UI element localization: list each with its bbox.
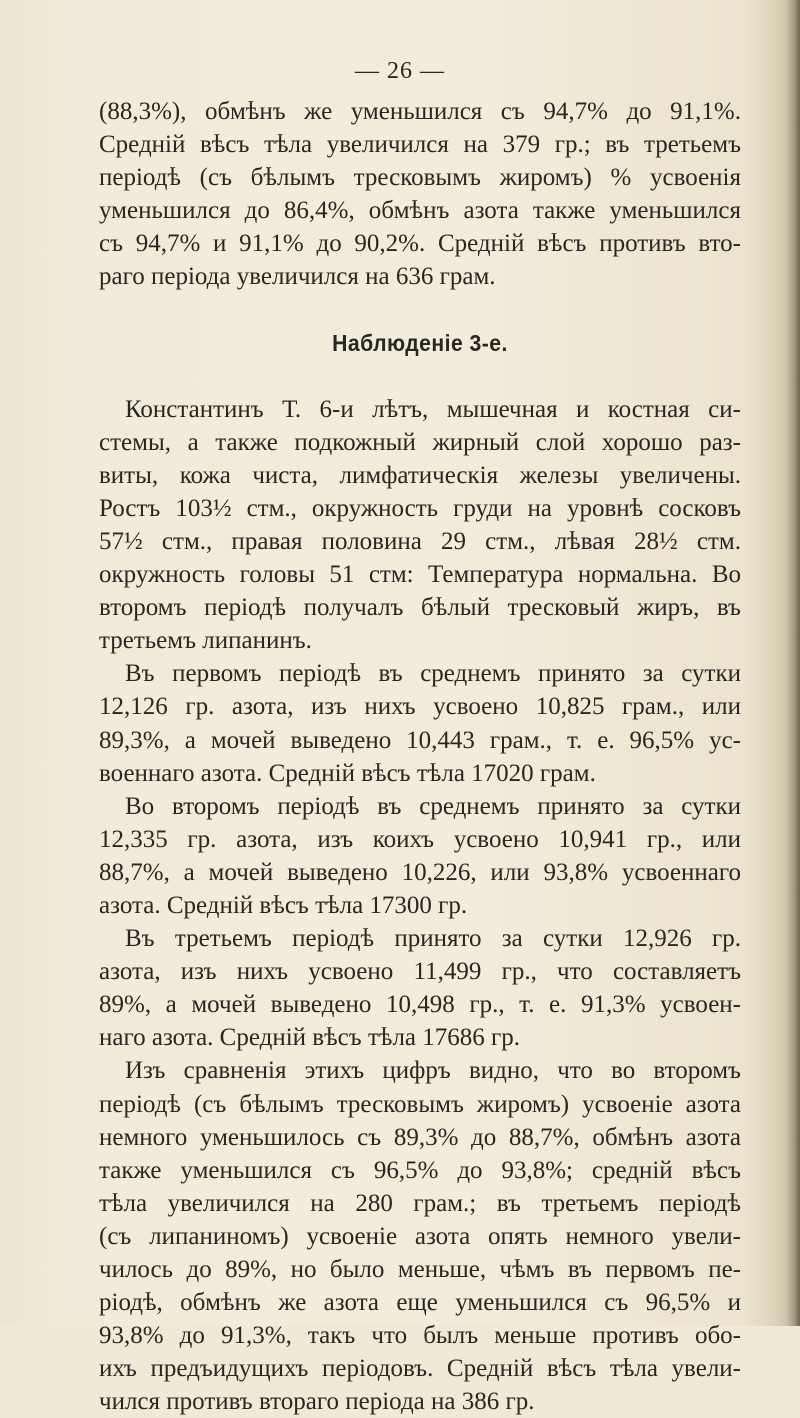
page-number: — 26 — <box>355 58 445 84</box>
text-line: 88,7%, а мочей выведено 10,226, или 93,8% усвоеннаго <box>99 858 741 886</box>
text-line: періодѣ (съ бѣлымъ тресковымъ жиромъ) % усвоенія <box>99 164 741 192</box>
text-line: съ 94,7% и 91,1% до 90,2%. Средній вѣсъ противъ вто- <box>99 230 741 258</box>
text-line: 12,335 гр. азота, изъ коихъ усвоено 10,941 гр., или <box>99 825 741 853</box>
text-line: третьемъ липанинъ. <box>99 627 312 655</box>
page-body <box>99 95 741 1418</box>
text-line: (съ липаниномъ) усвоеніе азота опять немного увели- <box>99 1222 741 1250</box>
paragraph-third-period <box>99 922 741 1054</box>
text-line: окружность головы 51 стм: Температура нормальна. Во <box>99 561 741 589</box>
text-line: ріодѣ, обмѣнъ же азота еще уменьшился съ 96,5% и <box>99 1289 741 1317</box>
text-line: уменьшился до 86,4%, обмѣнъ азота также уменьшился <box>99 197 741 225</box>
page-binding-shadow <box>786 0 800 1326</box>
text-line: тѣла увеличился на 280 грам.; въ третьемъ періодѣ <box>99 1189 741 1217</box>
text-line: 12,126 гр. азота, изъ нихъ усвоено 10,825 грам., или <box>99 693 741 721</box>
text-line: Въ третьемъ періодѣ принято за сутки 12,926 гр. <box>125 925 741 953</box>
paragraph-first-period <box>99 657 741 789</box>
text-line: Константинъ Т. 6-и лѣтъ, мышечная и костная си- <box>125 395 741 423</box>
text-line: наго азота. Средній вѣсъ тѣла 17686 гр. <box>99 1024 521 1052</box>
text-line: (88,3%), обмѣнъ же уменьшился съ 94,7% до 91,1%. <box>99 98 741 125</box>
text-line: ихъ предъидущихъ періодовъ. Средній вѣсъ тѣла увели- <box>99 1355 741 1383</box>
text-line: военнаго азота. Средній вѣсъ тѣла 17020 грам. <box>99 759 596 787</box>
text-line: Въ первомъ періодѣ въ среднемъ принято за сутки <box>125 660 741 688</box>
text-line: чилось до 89%, но было меньше, чѣмъ въ первомъ пе- <box>99 1256 741 1283</box>
paragraph-second-period <box>99 790 741 922</box>
text-line: азота, изъ нихъ усвоено 11,499 гр., что составляетъ <box>99 958 741 986</box>
text-line: 57½ стм., правая половина 29 стм., лѣвая 28½ стм. <box>99 527 741 555</box>
text-line: 89%, а мочей выведено 10,498 гр., т. е. 91,3% усвоен- <box>99 991 741 1019</box>
text-line: виты, кожа чиста, лимфатическія железы увеличены. <box>99 461 741 489</box>
text-line: азота. Средній вѣсъ тѣла 17300 гр. <box>99 891 468 919</box>
text-line: чился противъ втораго періода на 386 гр. <box>99 1388 535 1416</box>
paragraph-patient-description <box>99 393 741 658</box>
text-line: 89,3%, а мочей выведено 10,443 грам., т. е. 96,5% ус- <box>99 726 741 754</box>
text-line: второмъ періодѣ получалъ бѣлый тресковый жиръ, въ <box>99 594 741 622</box>
text-line: періодѣ (съ бѣлымъ тресковымъ жиромъ) усвоеніе азота <box>99 1090 741 1118</box>
text-line: раго періода увеличился на 636 грам. <box>99 263 496 291</box>
text-line: также уменьшился съ 96,5% до 93,8%; средній вѣсъ <box>99 1156 741 1184</box>
text-line: 93,8% до 91,3%, такъ что былъ меньше противъ обо- <box>99 1322 741 1350</box>
paragraph-continued <box>99 95 741 294</box>
text-line: стемы, а также подкожный жирный слой хорошо раз- <box>99 428 741 456</box>
text-line: Средній вѣсъ тѣла увеличился на 379 гр.; въ третьемъ <box>99 131 741 159</box>
text-line: немного уменьшилось съ 89,3% до 88,7%, обмѣнъ азота <box>99 1123 741 1151</box>
text-line: Во второмъ періодѣ въ среднемъ принято за сутки <box>125 792 741 820</box>
text-line: Ростъ 103½ стм., окружность груди на уровнѣ сосковъ <box>99 494 741 522</box>
text-line: Изъ сравненія этихъ цифръ видно, что во второмъ <box>125 1057 741 1085</box>
section-heading: Наблюденіе 3-е. <box>332 329 508 356</box>
paragraph-comparison <box>99 1054 741 1418</box>
